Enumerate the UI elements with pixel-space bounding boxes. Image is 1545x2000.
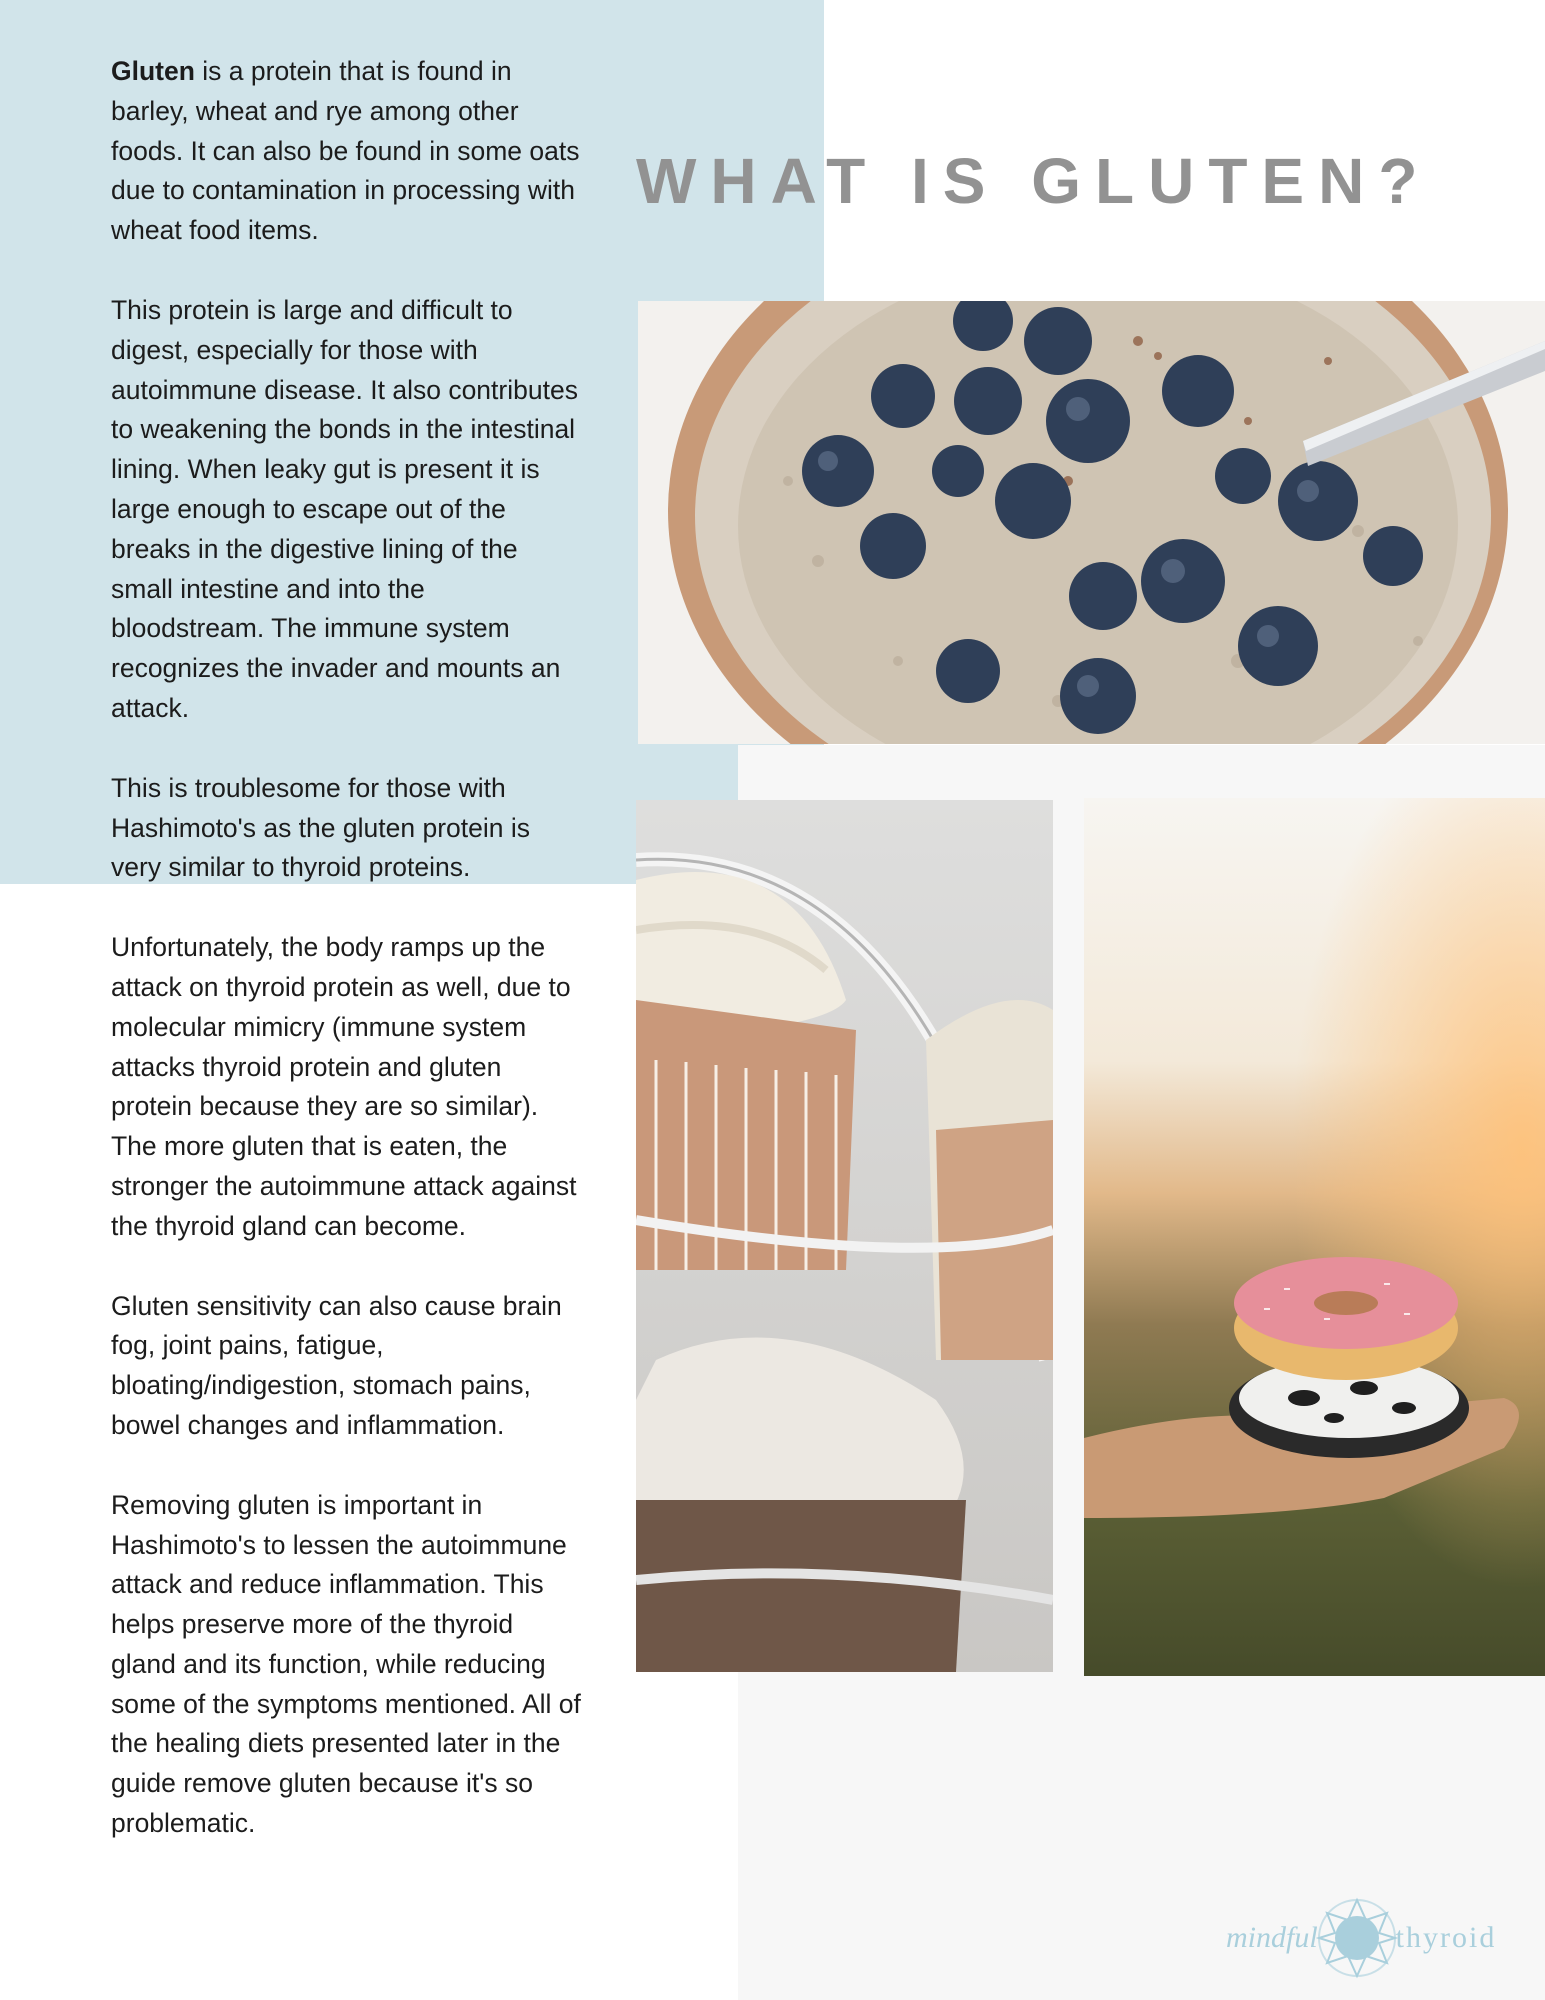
paragraph-1-text: is a protein that is found in barley, wheat and rye among other foods. It can also be found in some oats due to contamination in processing with wheat food items. <box>111 56 580 246</box>
page-title: WHAT IS GLUTEN? <box>636 145 1432 217</box>
paragraph-1 <box>111 52 581 251</box>
logo-word-mindful: mindful <box>1226 1921 1318 1954</box>
cupcakes-photo <box>636 800 1053 1672</box>
paragraph-3: This is troublesome for those with Hashimoto's as the gluten protein is very similar to thyroid proteins. <box>111 772 530 883</box>
gluten-term: Gluten <box>111 56 195 86</box>
donuts-sunset-photo <box>1084 798 1545 1676</box>
oatmeal-blueberries-photo <box>638 301 1545 744</box>
mindful-thyroid-logo <box>1226 1893 1545 1983</box>
paragraph-4: Unfortunately, the body ramps up the attack on thyroid protein as well, due to molecular mimicry (immune system attacks thyroid protein and gluten protein because they are so similar). The more gluten that is eaten, the stronger the autoimmune attack against the thyroid gland can become. <box>111 932 577 1241</box>
paragraph-6: Removing gluten is important in Hashimoto's to lessen the autoimmune attack and reduce inflammation. This helps preserve more of the thyroid gland and its function, while reducing some of the symptoms mentioned. All of the healing diets presented later in the guide remove gluten because it's so problematic. <box>111 1489 581 1839</box>
paragraph-2: This protein is large and difficult to digest, especially for those with autoimmune disease. It also contributes to weakening the bonds in the intestinal lining. When leaky gut is present it is large enough to escape out of the breaks in the digestive lining of the small intestine and into the bloodstream. The immune system recognizes the invader and mounts an attack. <box>111 294 578 723</box>
thyroid-emblem-icon <box>1314 1895 1400 1981</box>
paragraph-5: Gluten sensitivity can also cause brain fog, joint pains, fatigue, bloating/indigestion, stomach pains, bowel changes and inflammation. <box>111 1290 562 1440</box>
body-text <box>111 52 581 1884</box>
logo-word-thyroid: thyroid <box>1395 1921 1497 1954</box>
